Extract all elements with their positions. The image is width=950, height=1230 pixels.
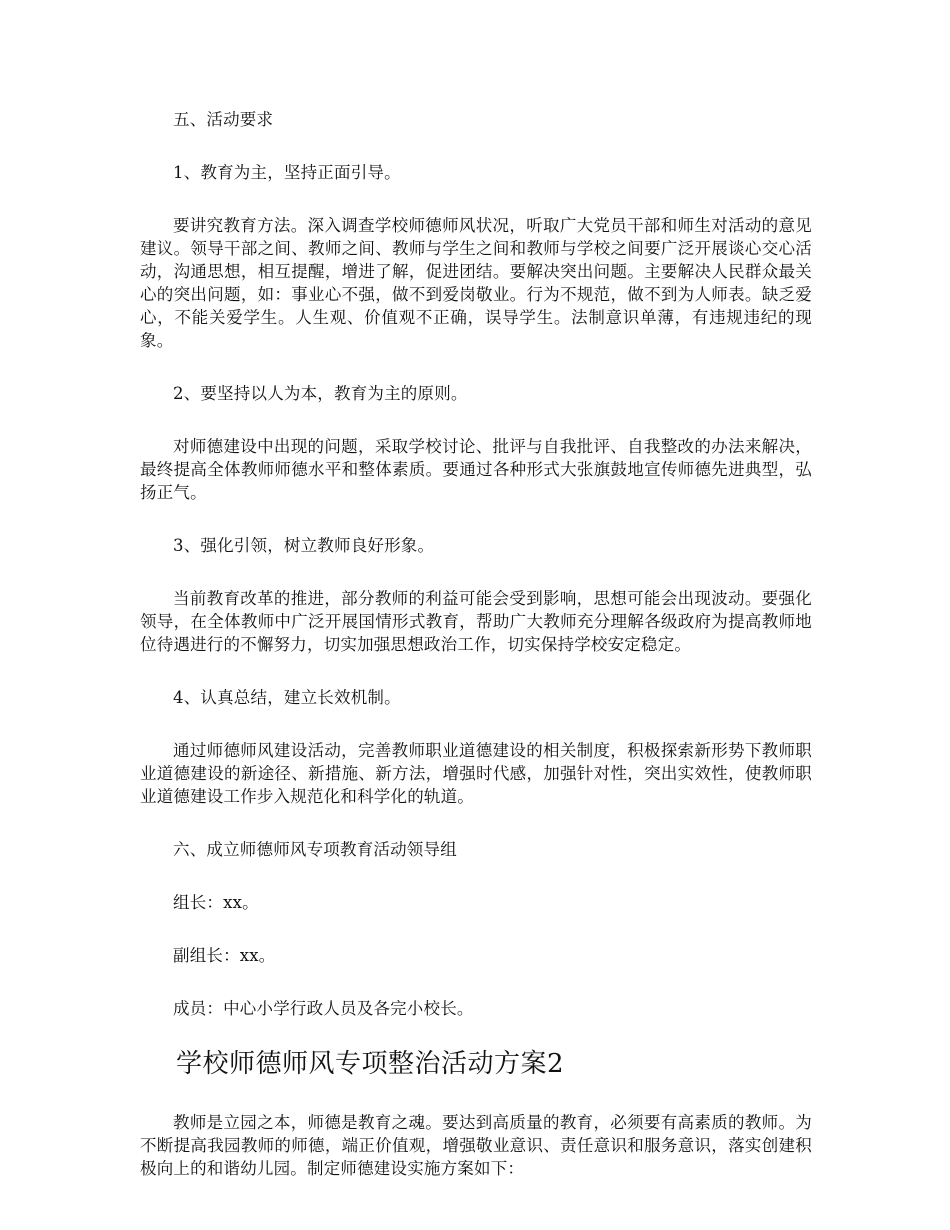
item-2-title: 2、要坚持以人为本，教育为主的原则。 — [173, 384, 468, 403]
group-leader: 组长：xx。 — [173, 893, 259, 912]
item-1-title: 1、教育为主，坚持正面引导。 — [173, 163, 401, 182]
document-page — [140, 108, 812, 1180]
group-members: 成员：中心小学行政人员及各完小校长。 — [173, 999, 474, 1018]
item-4-body: 通过师德师风建设活动，完善教师职业道德建设的相关制度，积极探索新形势下教师职业道德建设的新途径、新措施、新方法，增强时代感，加强针对性，突出实效性，使教师职业道德建设工作步入规范化和科学化的轨道。 — [140, 741, 812, 806]
item-3-body: 当前教育改革的推进，部分教师的利益可能会受到影响，思想可能会出现波动。要强化领导，在全体教师中广泛开展国情形式教育，帮助广大教师充分理解各级政府为提高教师地位待遇进行的不懈努力，切实加强思想政治工作，切实保持学校安定稳定。 — [140, 589, 812, 654]
document-intro: 教师是立园之本，师德是教育之魂。要达到高质量的教育，必须要有高素质的教师。为不断提高我园教师的师德，端正价值观，增强敬业意识、责任意识和服务意识，落实创建积极向上的和谐幼儿园。制定师德建设实施方案如下： — [140, 1113, 812, 1178]
document-title: 学校师德师风专项整治活动方案2 — [176, 1049, 565, 1079]
item-2-body: 对师德建设中出现的问题，采取学校讨论、批评与自我批评、自我整改的办法来解决，最终提高全体教师师德水平和整体素质。要通过各种形式大张旗鼓地宣传师德先进典型，弘扬正气。 — [140, 437, 812, 502]
item-1-body: 要讲究教育方法。深入调查学校师德师风状况，听取广大党员干部和师生对活动的意见建议。领导干部之间、教师之间、教师与学生之间和教师与学校之间要广泛开展谈心交心活动，沟通思想，相互提醒，增进了解，促进团结。要解决突出问题。主要解决人民群众最关心的突出问题，如：事业心不强，做不到爱岗敬业。行为不规范，做不到为人师表。缺乏爱心，不能关爱学生。人生观、价值观不正确，误导学生。法制意识单薄，有违规违纪的现象。 — [140, 216, 812, 350]
section-six-heading: 六、成立师德师风专项教育活动领导组 — [173, 840, 457, 859]
section-five-heading: 五、活动要求 — [173, 110, 274, 129]
deputy-leader: 副组长：xx。 — [173, 946, 276, 965]
item-4-title: 4、认真总结，建立长效机制。 — [173, 688, 401, 707]
item-3-title: 3、强化引领，树立教师良好形象。 — [173, 536, 435, 555]
